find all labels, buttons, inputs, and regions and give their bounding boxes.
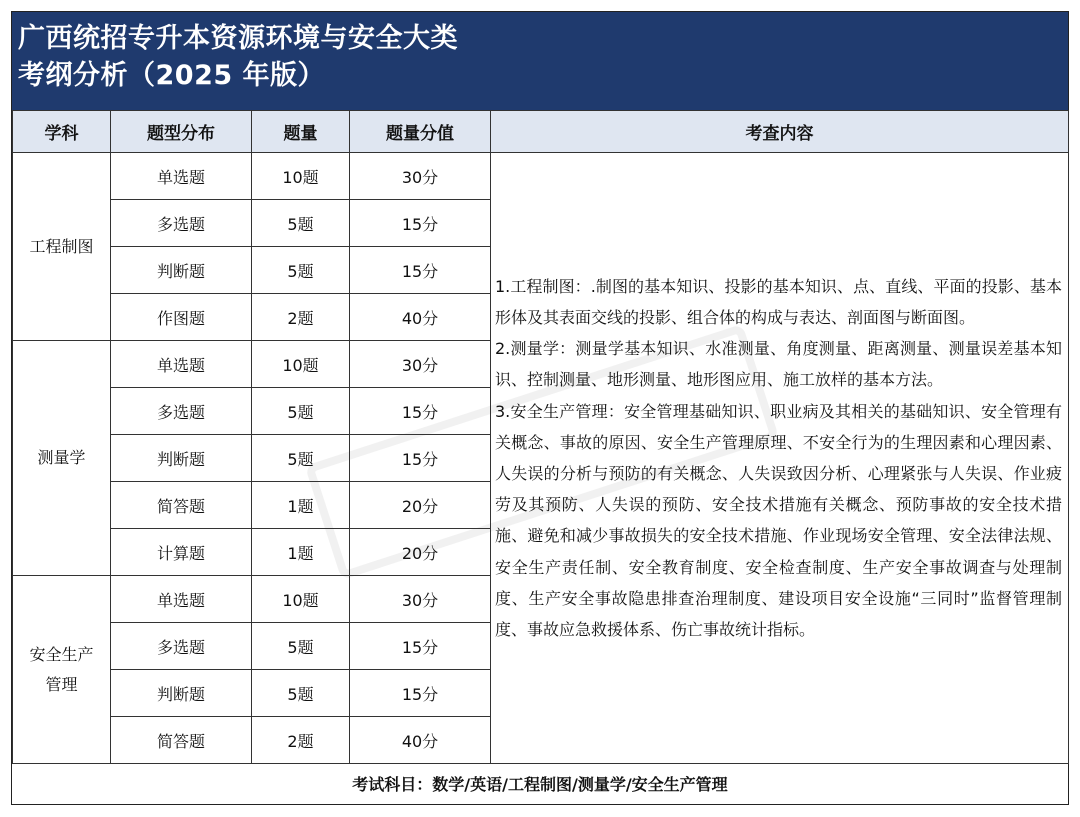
type-cell: 简答题 — [111, 717, 252, 764]
score-cell: 15分 — [350, 670, 491, 717]
score-cell: 40分 — [350, 294, 491, 341]
type-cell: 作图题 — [111, 294, 252, 341]
title-line-1: 广西统招专升本资源环境与安全大类 — [18, 23, 458, 54]
subject-safety-line-2: 管理 — [45, 674, 78, 694]
count-cell: 1题 — [252, 482, 350, 529]
score-cell: 20分 — [350, 529, 491, 576]
header-content: 考查内容 — [491, 111, 1069, 153]
count-cell: 5题 — [252, 435, 350, 482]
header-score: 题量分值 — [350, 111, 491, 153]
score-cell: 30分 — [350, 153, 491, 200]
score-cell: 40分 — [350, 717, 491, 764]
type-cell: 判断题 — [111, 435, 252, 482]
header-subject: 学科 — [13, 111, 111, 153]
header-row — [13, 111, 1069, 153]
header-type: 题型分布 — [111, 111, 252, 153]
type-cell: 计算题 — [111, 529, 252, 576]
count-cell: 10题 — [252, 341, 350, 388]
content-drawing: 1.工程制图：.制图的基本知识、投影的基本知识、点、直线、平面的投影、基本形体及其表面交线的投影、组合体的构成与表达、剖面图与断面图。 — [495, 276, 1062, 327]
score-cell: 15分 — [350, 200, 491, 247]
type-cell: 简答题 — [111, 482, 252, 529]
type-cell: 判断题 — [111, 247, 252, 294]
subject-cell-drawing: 工程制图 — [13, 153, 111, 341]
count-cell: 2题 — [252, 294, 350, 341]
score-cell: 15分 — [350, 247, 491, 294]
exam-subjects-footer: 考试科目：数学/英语/工程制图/测量学/安全生产管理 — [12, 763, 1068, 804]
document-frame — [11, 11, 1069, 805]
type-cell: 多选题 — [111, 388, 252, 435]
score-cell: 30分 — [350, 576, 491, 623]
count-cell: 2题 — [252, 717, 350, 764]
count-cell: 10题 — [252, 576, 350, 623]
type-cell: 多选题 — [111, 623, 252, 670]
score-cell: 15分 — [350, 435, 491, 482]
count-cell: 5题 — [252, 388, 350, 435]
title-banner — [12, 12, 1068, 110]
content-cell — [491, 153, 1069, 764]
content-safety: 3.安全生产管理：安全管理基础知识、职业病及其相关的基础知识、安全管理有关概念、事故的原因、安全生产管理原理、不安全行为的生理因素和心理因素、人失误的分析与预防的有关概念、人失误致因分析、心理紧张与人失误、作业疲劳及其预防、人失误的预防、安全技术措施有关概念、预防事故的安全技术措施、避免和减少事故损失的安全技术措施、作业现场安全管理、安全法律法规、安全生产责任制、安全教育制度、安全检查制度、生产安全事故调查与处理制度、生产安全事故隐患排查治理制度、建设项目安全设施“三同时”监督管理制度、事故应急救援体系、伤亡事故统计指标。 — [495, 401, 1062, 640]
count-cell: 1题 — [252, 529, 350, 576]
type-cell: 单选题 — [111, 341, 252, 388]
table-row — [13, 153, 1069, 200]
score-cell: 15分 — [350, 388, 491, 435]
type-cell: 多选题 — [111, 200, 252, 247]
syllabus-table — [12, 110, 1069, 764]
title-line-2: 考纲分析（2025 年版） — [18, 60, 326, 91]
subject-cell-safety — [13, 576, 111, 764]
score-cell: 20分 — [350, 482, 491, 529]
count-cell: 5题 — [252, 247, 350, 294]
subject-safety-line-1: 安全生产 — [29, 644, 94, 664]
count-cell: 5题 — [252, 670, 350, 717]
score-cell: 15分 — [350, 623, 491, 670]
subject-cell-surveying: 测量学 — [13, 341, 111, 576]
count-cell: 5题 — [252, 200, 350, 247]
count-cell: 10题 — [252, 153, 350, 200]
type-cell: 单选题 — [111, 576, 252, 623]
content-surveying: 2.测量学：测量学基本知识、水准测量、角度测量、距离测量、测量误差基本知识、控制测量、地形测量、地形图应用、施工放样的基本方法。 — [495, 339, 1062, 390]
type-cell: 单选题 — [111, 153, 252, 200]
count-cell: 5题 — [252, 623, 350, 670]
header-count: 题量 — [252, 111, 350, 153]
score-cell: 30分 — [350, 341, 491, 388]
type-cell: 判断题 — [111, 670, 252, 717]
